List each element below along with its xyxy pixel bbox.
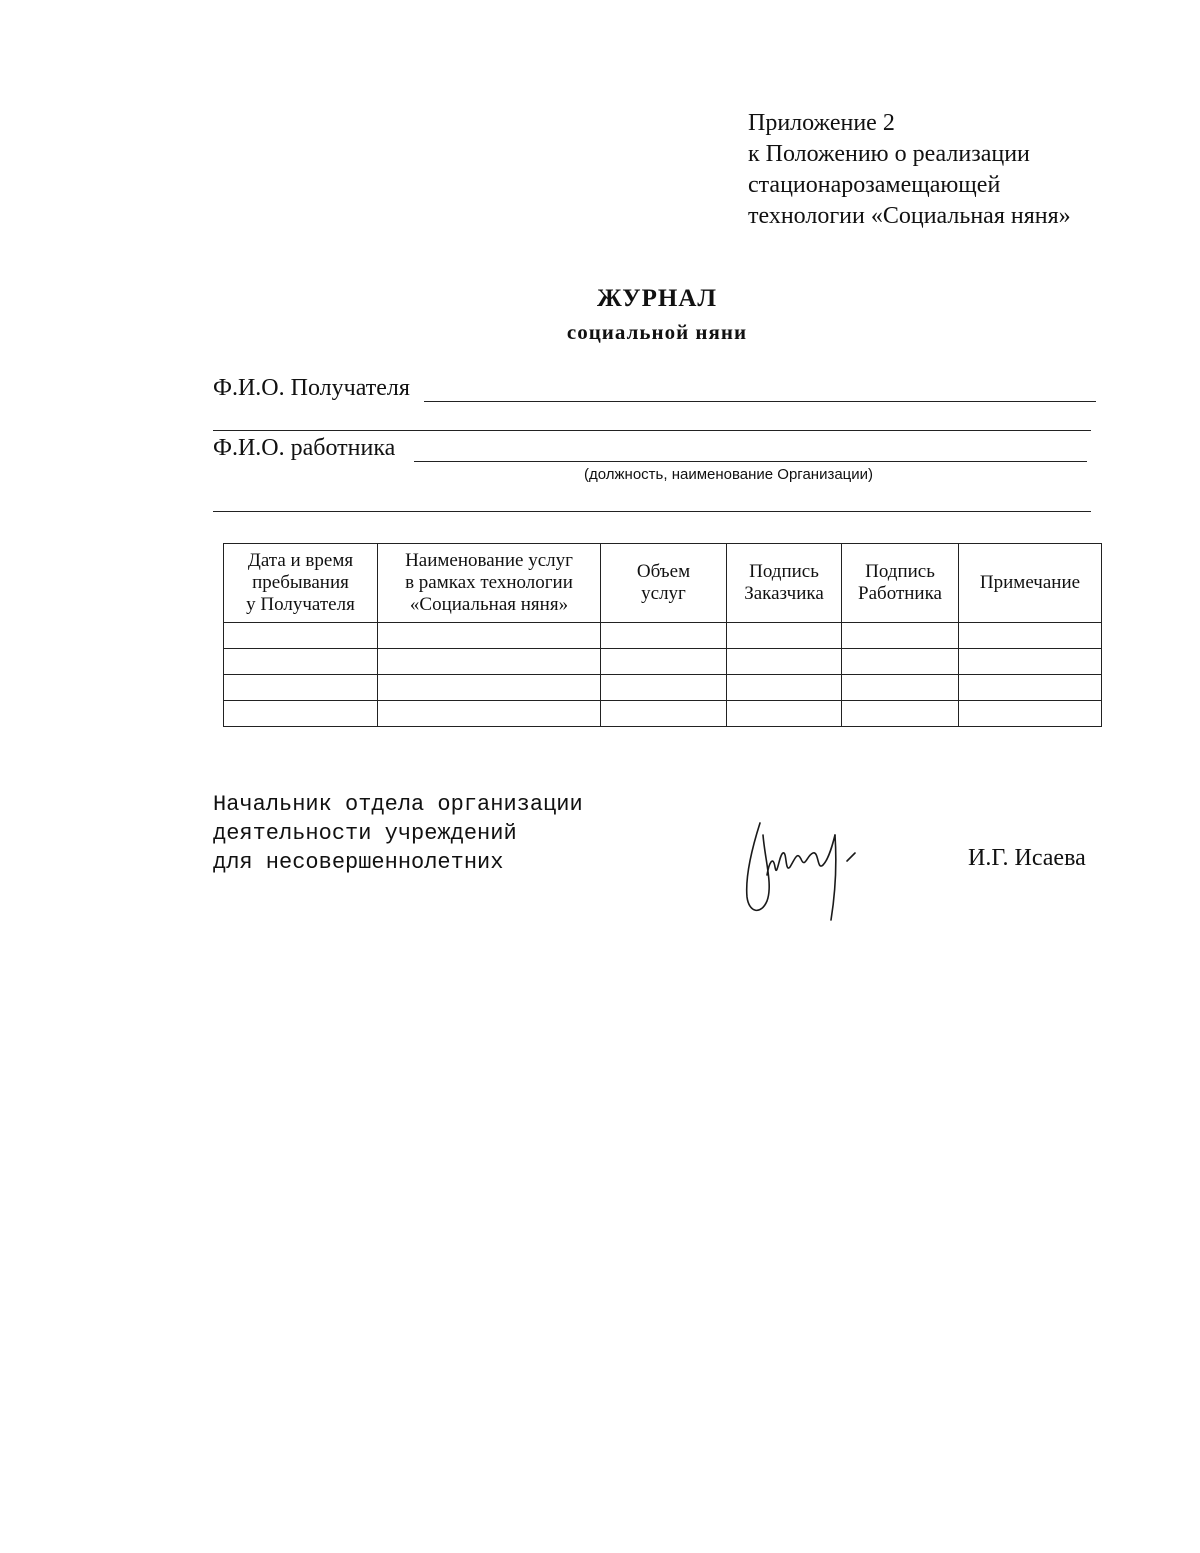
header-line: Наименование услуг: [405, 550, 573, 571]
table-cell[interactable]: [378, 649, 601, 675]
worker-fill-line[interactable]: [414, 461, 1087, 462]
header-line: у Получателя: [246, 594, 355, 615]
table-cell[interactable]: [378, 701, 601, 727]
journal-table: [223, 543, 1102, 727]
table-cell[interactable]: [959, 623, 1102, 649]
table-cell[interactable]: [378, 623, 601, 649]
table-cell[interactable]: [601, 701, 727, 727]
table-cell[interactable]: [601, 623, 727, 649]
table-row: [224, 649, 1102, 675]
header-line: Заказчика: [744, 583, 824, 604]
header-customer-signature: [727, 544, 842, 623]
table-cell[interactable]: [224, 701, 378, 727]
table-cell[interactable]: [378, 675, 601, 701]
worker-label: Ф.И.О. работника: [213, 435, 396, 461]
header-line: Примечание: [979, 572, 1081, 593]
header-line: Подпись: [749, 561, 819, 582]
recipient-fill-line-2[interactable]: [213, 430, 1091, 431]
table-cell[interactable]: [842, 675, 959, 701]
document-subtitle: социальной няни: [566, 320, 748, 344]
appendix-line: стационарозамещающей: [748, 172, 1001, 198]
table-cell[interactable]: [727, 675, 842, 701]
appendix-line: Приложение 2: [748, 110, 895, 136]
table-cell[interactable]: [601, 675, 727, 701]
table-row: [224, 701, 1102, 727]
table-cell[interactable]: [842, 701, 959, 727]
table-cell[interactable]: [727, 649, 842, 675]
header-line: Объем: [636, 561, 691, 582]
header-line: пребывания: [252, 572, 349, 593]
header-line: Дата и время: [247, 550, 354, 571]
table-cell[interactable]: [224, 675, 378, 701]
header-line: в рамках технологии: [405, 572, 573, 593]
document-title: ЖУРНАЛ: [596, 285, 718, 312]
position-line: деятельности учреждений: [213, 821, 517, 846]
signer-name: И.Г. Исаева: [968, 845, 1086, 871]
table-row: [224, 675, 1102, 701]
table-row: [224, 623, 1102, 649]
appendix-block: [748, 108, 1168, 232]
appendix-line: технологии «Социальная няня»: [748, 203, 1071, 229]
header-volume: [601, 544, 727, 623]
header-date-time: [224, 544, 378, 623]
table-cell[interactable]: [959, 675, 1102, 701]
table-cell[interactable]: [959, 649, 1102, 675]
header-line: Подпись: [865, 561, 935, 582]
header-worker-signature: [842, 544, 959, 623]
position-line: для несовершеннолетних: [213, 850, 504, 875]
table-header-row: [224, 544, 1102, 623]
table-cell[interactable]: [601, 649, 727, 675]
worker-fill-line-2[interactable]: [213, 511, 1091, 512]
header-note: [959, 544, 1102, 623]
table-cell[interactable]: [727, 623, 842, 649]
table-cell[interactable]: [842, 649, 959, 675]
signer-position: [213, 790, 583, 877]
table-cell[interactable]: [224, 623, 378, 649]
header-line: услуг: [641, 583, 686, 604]
header-service-name: [378, 544, 601, 623]
table-cell[interactable]: [959, 701, 1102, 727]
position-line: Начальник отдела организации: [213, 792, 583, 817]
table-cell[interactable]: [727, 701, 842, 727]
appendix-line: к Положению о реализации: [748, 141, 1030, 167]
recipient-label: Ф.И.О. Получателя: [213, 375, 410, 401]
table-cell[interactable]: [224, 649, 378, 675]
header-line: «Социальная няня»: [409, 594, 569, 615]
header-line: Работника: [858, 583, 942, 604]
recipient-fill-line[interactable]: [424, 401, 1096, 402]
worker-hint: (должность, наименование Организации): [584, 466, 874, 483]
table-cell[interactable]: [842, 623, 959, 649]
handwritten-signature: [735, 815, 865, 925]
